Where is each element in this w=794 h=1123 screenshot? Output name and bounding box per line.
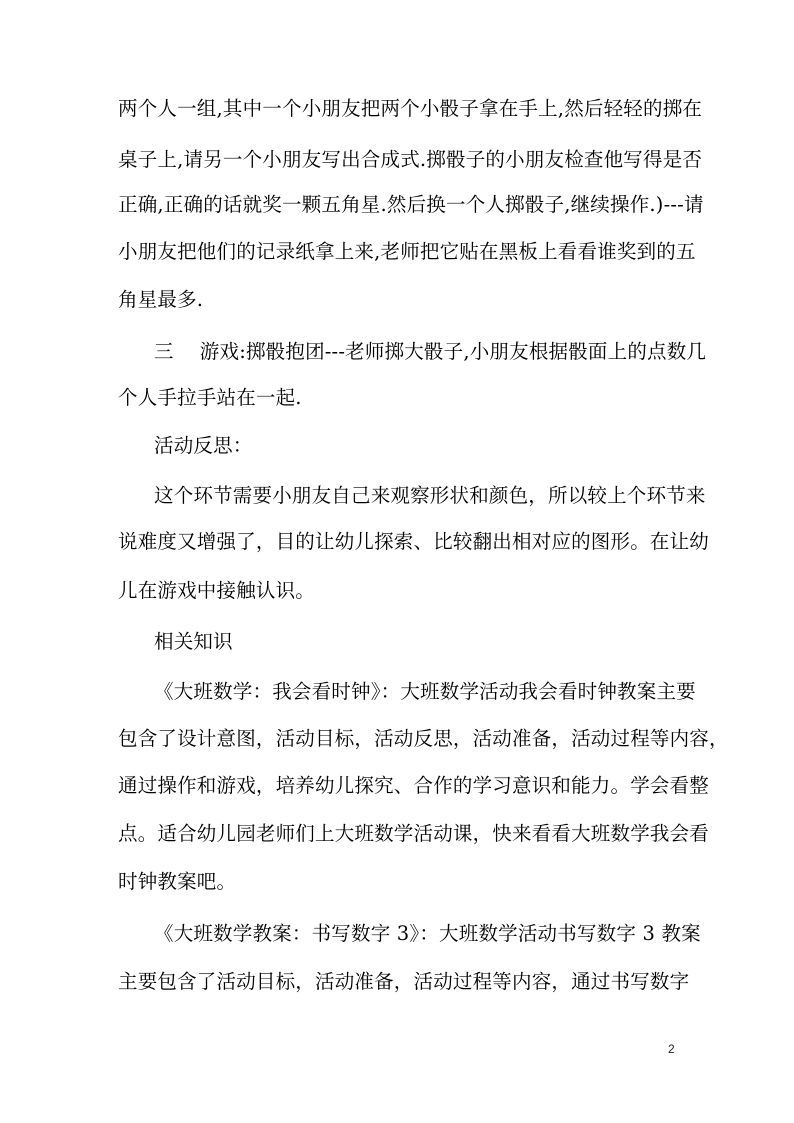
section-game-heading-line: 三 游戏:掷骰抱团---老师掷大骰子,小朋友根据骰面上的点数几: [154, 340, 707, 363]
paragraph-line: 点。适合幼儿园老师们上大班数学活动课，快来看看大班数学我会看: [118, 822, 710, 845]
page-number: 2: [668, 1042, 675, 1056]
paragraph-line: 这个环节需要小朋友自己来观察形状和颜色，所以较上个环节来: [154, 484, 706, 507]
activity-reflection-heading: 活动反思：: [154, 434, 253, 457]
paragraph-line: 时钟教案吧。: [118, 870, 237, 893]
related-knowledge-heading: 相关知识: [154, 630, 233, 653]
paragraph-line: 主要包含了活动目标，活动准备，活动过程等内容，通过书写数字: [118, 970, 690, 993]
paragraph-line: 个人手拉手站在一起.: [118, 386, 302, 409]
paragraph-line: 包含了设计意图，活动目标，活动反思，活动准备，活动过程等内容，: [118, 727, 729, 750]
paragraph-line: 正确,正确的话就奖一颗五角星.然后换一个人掷骰子,继续操作.)---请: [118, 193, 704, 216]
paragraph-line: 通过操作和游戏，培养幼儿探究、合作的学习意识和能力。学会看整: [118, 774, 710, 797]
paragraph-line: 角星最多.: [118, 288, 204, 311]
paragraph-line: 两个人一组,其中一个小朋友把两个小骰子拿在手上,然后轻轻的掷在: [118, 97, 703, 120]
paragraph-line: 桌子上,请另一个小朋友写出合成式.掷骰子的小朋友检查他写得是否: [118, 148, 703, 171]
paragraph-line: 儿在游戏中接触认识。: [118, 579, 316, 602]
paragraph-line: 小朋友把他们的记录纸拿上来,老师把它贴在黑板上看看谁奖到的五: [118, 240, 696, 263]
paragraph-line: 《大班数学教案：书写数字 3》：大班数学活动书写数字 3 教案: [154, 922, 701, 945]
paragraph-line: 说难度又增强了，目的让幼儿探索、比较翻出相对应的图形。在让幼: [118, 530, 710, 553]
paragraph-line: 《大班数学：我会看时钟》：大班数学活动我会看时钟教案主要: [154, 680, 696, 703]
